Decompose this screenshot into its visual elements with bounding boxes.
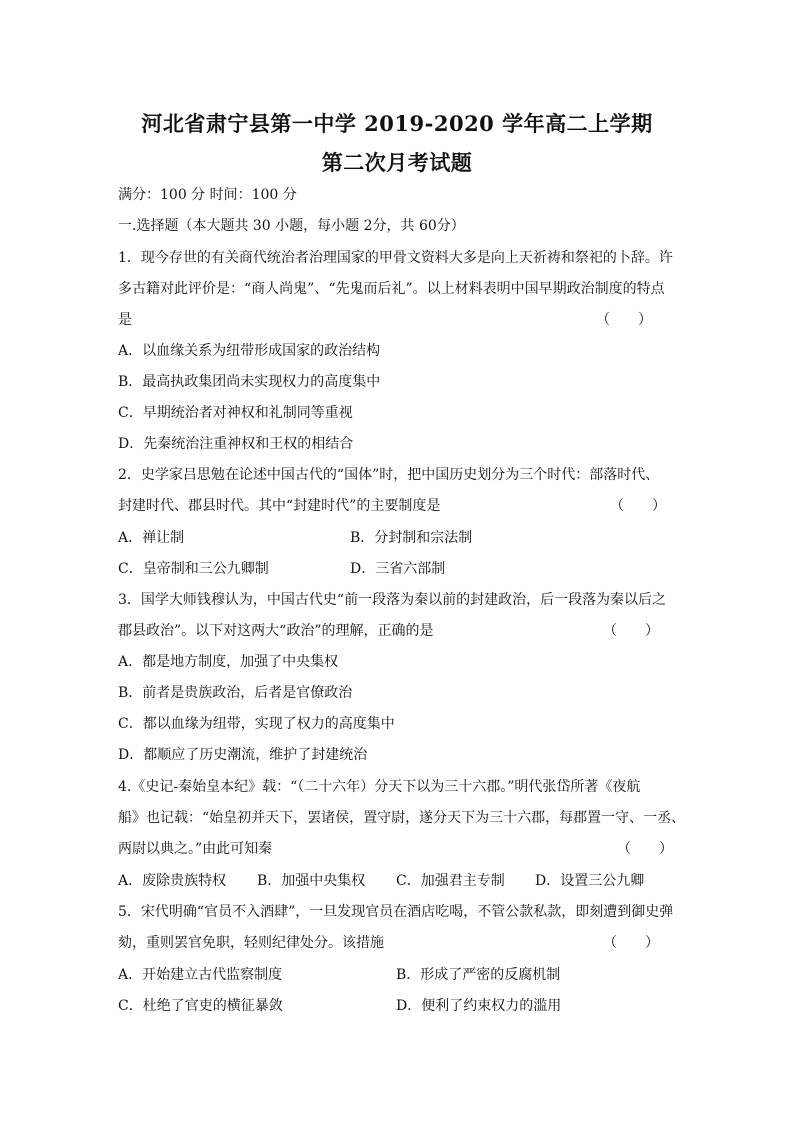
question-stem-line: 2．史学家吕思勉在论述中国古代的“国体”时，把中国历史划分为三个时代：部落时代、: [118, 467, 660, 483]
option-d: D．便利了约束权力的滥用: [396, 998, 562, 1014]
option-a: A．禅让制: [118, 530, 185, 546]
option-b: B．形成了严密的反腐机制: [396, 967, 561, 983]
option-b: B．前者是贵族政治，后者是官僚政治: [118, 685, 353, 701]
question-stem-line: 多古籍对此评价是：“商人尚鬼”、“先鬼而后礼”。以上材料表明中国早期政治制度的特点: [118, 281, 665, 297]
question-stem-line: 4.《史记-秦始皇本纪》载：“（二十六年）分天下以为三十六郡。”明代张岱所著《夜航: [118, 779, 641, 795]
page-title-line2: 第二次月考试题: [321, 150, 473, 175]
answer-parentheses: （ ）: [610, 498, 666, 514]
option-b: B．加强中央集权: [257, 873, 366, 889]
question-stem-line: 封建时代、郡县时代。其中“封建时代”的主要制度是: [118, 498, 441, 514]
option-b: B．最高执政集团尚未实现权力的高度集中: [118, 374, 381, 390]
option-b: B．分封制和宗法制: [350, 530, 473, 546]
question-stem-line: 1．现今存世的有关商代统治者治理国家的甲骨文资料大多是向上天祈祷和祭祀的卜辞。许: [118, 250, 673, 266]
option-a: A．以血缘关系为纽带形成国家的政治结构: [118, 343, 381, 359]
page-title-line1: 河北省肃宁县第一中学 2019-2020 学年高二上学期: [141, 111, 653, 136]
question-stem-line: 5．宋代明确“官员不入酒肆”，一旦发现官员在酒店吃喝，不管公款私款，即刻遭到御史弹: [118, 904, 674, 920]
question-stem-line: 劾，重则罢官免职，轻则纪律处分。该措施: [118, 935, 384, 951]
option-a: A．开始建立古代监察制度: [118, 967, 283, 983]
answer-parentheses: （ ）: [596, 312, 652, 328]
score-time-info: 满分：100 分 时间：100 分: [118, 187, 297, 203]
question-stem-line: 两尉以典之。”由此可知秦: [118, 841, 273, 857]
option-c: C．杜绝了官吏的横征暴敛: [118, 998, 283, 1014]
option-d: D．都顺应了历史潮流，维护了封建统治: [118, 747, 368, 763]
answer-parentheses: （ ）: [603, 623, 659, 639]
answer-parentheses: （ ）: [603, 935, 659, 951]
question-stem-line: 船》也记载：“始皇初并天下，罢诸侯，置守尉，遂分天下为三十六郡，每郡置一守、一丞、: [118, 810, 686, 826]
option-d: D．先秦统治注重神权和王权的相结合: [118, 436, 354, 452]
section-heading: 一.选择题（本大题共 30 小题，每小题 2分，共 60分）: [118, 218, 465, 234]
option-a: A．废除贵族特权: [118, 873, 227, 889]
option-a: A．都是地方制度，加强了中央集权: [118, 654, 339, 670]
option-d: D．设置三公九卿: [535, 873, 645, 889]
option-d: D．三省六部制: [350, 561, 446, 577]
question-stem-line: 3．国学大师钱穆认为，中国古代史“前一段落为秦以前的封建政治，后一段落为秦以后之: [118, 592, 667, 608]
option-c: C．加强君主专制: [396, 873, 505, 889]
question-stem-line: 郡县政治”。以下对这两大“政治”的理解，正确的是: [118, 623, 434, 639]
question-stem-line: 是: [118, 312, 132, 328]
option-c: C．都以血缘为纽带，实现了权力的高度集中: [118, 716, 395, 732]
option-c: C．早期统治者对神权和礼制同等重视: [118, 405, 353, 421]
option-c: C．皇帝制和三公九卿制: [118, 561, 269, 577]
answer-parentheses: （ ）: [617, 841, 673, 857]
